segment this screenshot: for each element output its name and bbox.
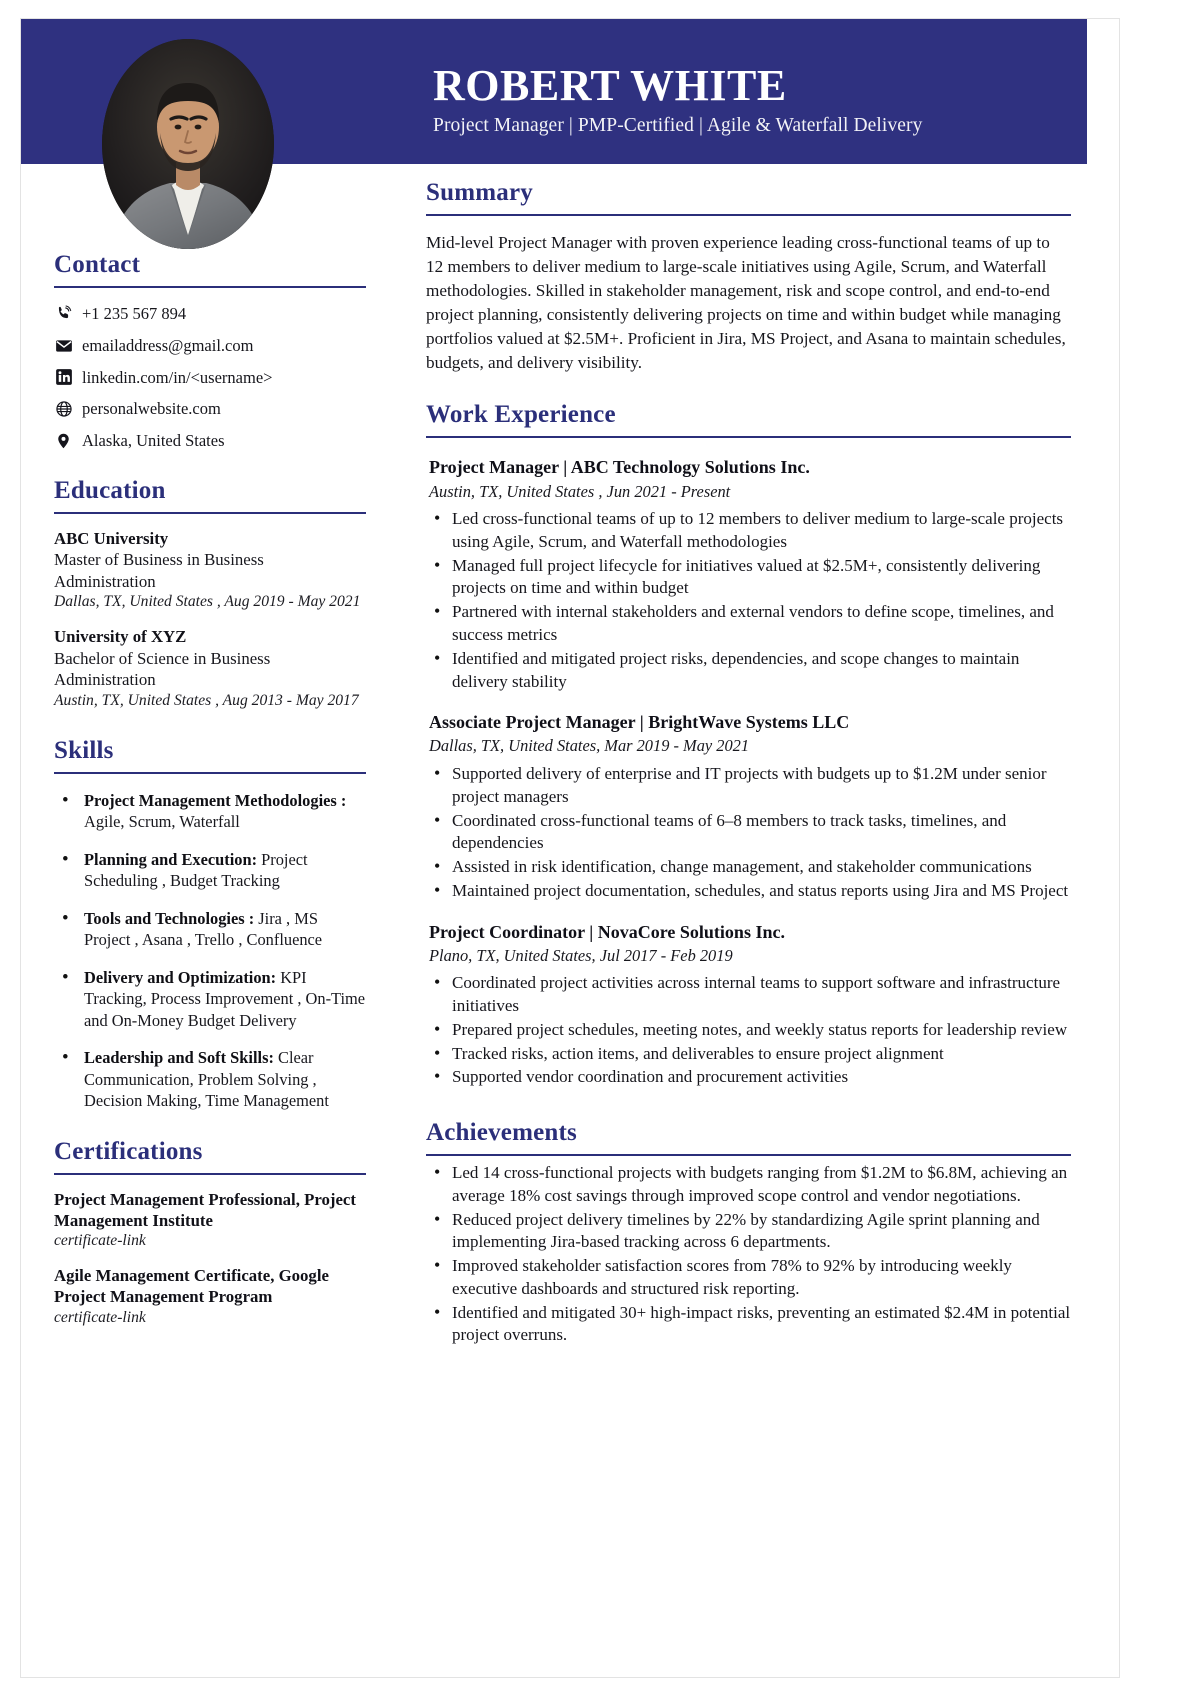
skill-value: Project Scheduling , Budget Tracking bbox=[84, 849, 308, 891]
phone-icon bbox=[54, 304, 73, 323]
list-item: • Prepared project schedules, meeting notes, and weekly status reports for leadership review bbox=[426, 1019, 1071, 1042]
work-experience-section-title: Work Experience bbox=[426, 401, 616, 429]
job-title: Project Coordinator | NovaCore Solutions Inc. bbox=[429, 921, 785, 942]
education-entry bbox=[54, 528, 366, 612]
globe-icon bbox=[54, 400, 73, 419]
list-item: • Tracked risks, action items, and deliverables to ensure project alignment bbox=[426, 1043, 1071, 1066]
education-school: University of XYZ bbox=[54, 627, 187, 647]
education-degree: Master of Business in Business Administration bbox=[54, 550, 264, 591]
summary-section bbox=[426, 179, 1071, 375]
section-divider bbox=[54, 1173, 366, 1175]
job-bullet-list bbox=[426, 763, 1071, 903]
section-divider bbox=[426, 1154, 1071, 1156]
contact-section-title: Contact bbox=[54, 251, 141, 278]
skill-label: Project Management Methodologies : bbox=[84, 790, 347, 810]
contact-item-location bbox=[54, 431, 366, 451]
contact-section bbox=[54, 251, 366, 451]
email-icon bbox=[54, 336, 73, 355]
location-pin-icon bbox=[54, 432, 73, 451]
education-section bbox=[54, 477, 366, 711]
certificate-link[interactable]: certificate-link bbox=[54, 1231, 146, 1249]
job-entry bbox=[426, 711, 1071, 902]
professional-headline: Project Manager | PMP-Certified | Agile & Waterfall Delivery bbox=[433, 114, 923, 136]
work-experience-section bbox=[426, 401, 1071, 1089]
contact-list bbox=[54, 304, 366, 451]
summary-text: Mid-level Project Manager with proven experience leading cross-functional teams of up to 12 members to deliver medium to large-scale initiatives using Agile, Scrum, and Waterfall methodologies. Skilled in stakeholder management, risk and scope control, and end-to-end project planning, consistently delivering projects on time and within budget while managing portfolios valued at $2.5M+. Proficient in Jira, MS Project, and Asana to maintain schedules, budgets, and delivery visibility. bbox=[426, 233, 1066, 373]
avatar bbox=[102, 39, 274, 249]
section-divider bbox=[426, 214, 1071, 216]
main-content bbox=[426, 179, 1071, 1348]
list-item: • Led 14 cross-functional projects with budgets ranging from $1.2M to $6.8M, achieving an average 18% cost savings through improved scope control and vendor negotiations. bbox=[426, 1162, 1071, 1208]
list-item: • Coordinated project activities across internal teams to support software and infrastructure initiatives bbox=[426, 972, 1071, 1018]
list-item: • Coordinated cross-functional teams of 6–8 members to track tasks, timelines, and dependencies bbox=[426, 810, 1071, 856]
skill-label: Planning and Execution: bbox=[84, 849, 258, 869]
list-item: • Assisted in risk identification, change management, and stakeholder communications bbox=[426, 856, 1071, 879]
job-meta: Plano, TX, United States, Jul 2017 - Feb 2019 bbox=[429, 945, 733, 965]
list-item: • Managed full project lifecycle for initiatives valued at $2.5M+, consistently delivering projects on time and within budget bbox=[426, 555, 1071, 601]
education-degree: Bachelor of Science in Business Administration bbox=[54, 648, 271, 690]
skill-label: Tools and Technologies : bbox=[84, 908, 255, 928]
contact-item-email[interactable] bbox=[54, 336, 366, 356]
certification-entry bbox=[54, 1189, 366, 1252]
skill-value: Clear Communication, Problem Solving , Decision Making, Time Management bbox=[84, 1048, 329, 1111]
list-item bbox=[54, 1047, 366, 1111]
section-divider bbox=[54, 512, 366, 514]
list-item: • Reduced project delivery timelines by 22% by standardizing Agile sprint planning and implementing Jira-based tracking across 6 departments. bbox=[426, 1209, 1071, 1255]
contact-value-website: personalwebsite.com bbox=[82, 399, 221, 419]
job-entry bbox=[426, 921, 1071, 1090]
job-meta: Austin, TX, United States , Jun 2021 - Present bbox=[429, 481, 731, 501]
sidebar bbox=[54, 251, 366, 1354]
job-title: Associate Project Manager | BrightWave Systems LLC bbox=[429, 712, 850, 733]
contact-value-location: Alaska, United States bbox=[82, 431, 225, 451]
certification-name: Agile Management Certificate, Google Project Management Program bbox=[54, 1266, 329, 1307]
job-bullet-list bbox=[426, 972, 1071, 1089]
certificate-link[interactable]: certificate-link bbox=[54, 1308, 146, 1326]
skill-value: KPI Tracking, Process Improvement , On-Time and On-Money Budget Delivery bbox=[84, 967, 366, 1030]
education-meta: Austin, TX, United States , Aug 2013 - May 2017 bbox=[54, 691, 359, 709]
skill-value: Jira , MS Project , Asana , Trello , Confluence bbox=[84, 908, 323, 950]
section-divider bbox=[54, 772, 366, 774]
list-item: • Identified and mitigated project risks, dependencies, and scope changes to maintain delivery stability bbox=[426, 648, 1071, 694]
page-title: ROBERT WHITE bbox=[433, 61, 787, 110]
section-divider bbox=[54, 286, 366, 288]
contact-value-phone: +1 235 567 894 bbox=[82, 304, 187, 323]
job-entry bbox=[426, 456, 1071, 693]
list-item: • Partnered with internal stakeholders and external vendors to define scope, timelines, and success metrics bbox=[426, 601, 1071, 647]
contact-item-website[interactable] bbox=[54, 399, 366, 419]
contact-value-email: emailaddress@gmail.com bbox=[82, 335, 254, 355]
education-entry bbox=[54, 626, 366, 710]
education-school: ABC University bbox=[54, 528, 169, 548]
job-title: Project Manager | ABC Technology Solutions Inc. bbox=[429, 457, 810, 478]
certifications-section bbox=[54, 1138, 366, 1328]
achievements-section bbox=[426, 1119, 1071, 1347]
list-item: • Supported delivery of enterprise and IT projects with budgets up to $1.2M under senior project managers bbox=[426, 763, 1071, 809]
skill-label: Leadership and Soft Skills: bbox=[84, 1048, 274, 1068]
certification-name: Project Management Professional, Project Management Institute bbox=[54, 1189, 356, 1230]
contact-value-linkedin: linkedin.com/in/<username> bbox=[82, 367, 273, 387]
skills-list bbox=[54, 790, 366, 1112]
achievements-section-title: Achievements bbox=[426, 1119, 577, 1147]
skills-section bbox=[54, 737, 366, 1112]
contact-item-phone[interactable] bbox=[54, 304, 366, 324]
list-item: • Supported vendor coordination and procurement activities bbox=[426, 1066, 1071, 1089]
linkedin-icon bbox=[54, 368, 73, 387]
achievements-list bbox=[426, 1162, 1071, 1347]
list-item bbox=[54, 908, 366, 951]
certifications-section-title: Certifications bbox=[54, 1137, 203, 1165]
certification-entry bbox=[54, 1265, 366, 1328]
list-item: • Maintained project documentation, schedules, and status reports using Jira and MS Project bbox=[426, 880, 1071, 903]
list-item: • Led cross-functional teams of up to 12 members to deliver medium to large-scale projects using Agile, Scrum, and Waterfall methodologies bbox=[426, 508, 1071, 554]
list-item bbox=[54, 849, 366, 892]
contact-item-linkedin[interactable] bbox=[54, 368, 366, 388]
job-meta: Dallas, TX, United States, Mar 2019 - May 2021 bbox=[429, 736, 750, 756]
section-divider bbox=[426, 436, 1071, 438]
list-item: • Identified and mitigated 30+ high-impact risks, preventing an estimated $2.4M in potential project overruns. bbox=[426, 1302, 1071, 1348]
list-item bbox=[54, 790, 366, 833]
resume-page bbox=[20, 18, 1120, 1678]
header-text-group bbox=[433, 63, 1073, 137]
education-meta: Dallas, TX, United States , Aug 2019 - May 2021 bbox=[54, 593, 361, 611]
summary-section-title: Summary bbox=[426, 179, 533, 206]
skill-label: Delivery and Optimization: bbox=[84, 967, 277, 987]
education-section-title: Education bbox=[54, 476, 166, 504]
skills-section-title: Skills bbox=[54, 736, 114, 764]
skill-value: Agile, Scrum, Waterfall bbox=[84, 812, 240, 832]
job-bullet-list bbox=[426, 508, 1071, 693]
list-item bbox=[54, 967, 366, 1031]
list-item: • Improved stakeholder satisfaction scores from 78% to 92% by introducing weekly executive dashboards and structured risk reporting. bbox=[426, 1255, 1071, 1301]
